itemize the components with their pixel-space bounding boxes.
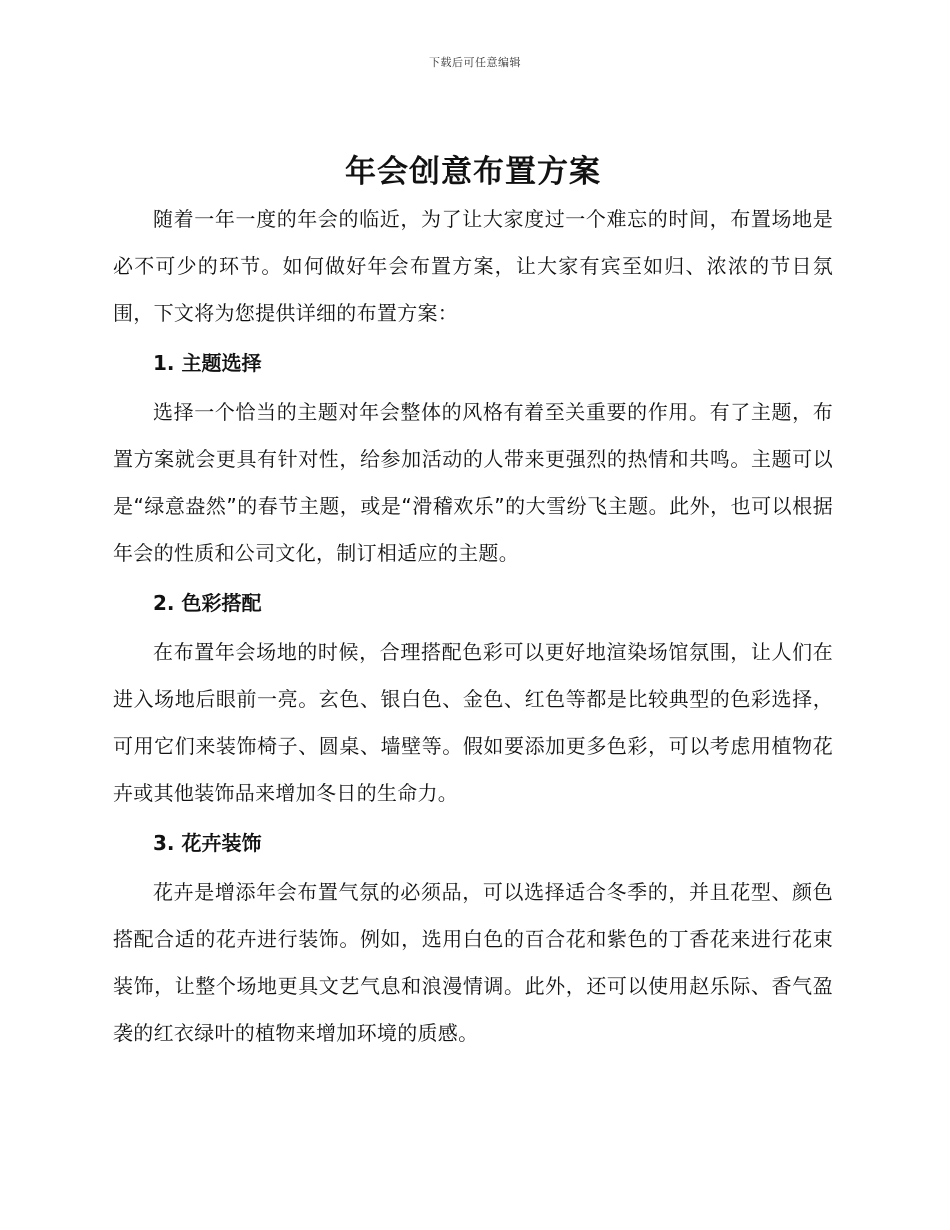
intro-paragraph: 随着一年一度的年会的临近，为了让大家度过一个难忘的时间，布置场地是必不可少的环节。如何做好年会布置方案，让大家有宾至如归、浓浓的节日氛围，下文将为您提供详细的布置方案： — [113, 207, 833, 325]
section-color — [113, 577, 833, 817]
section-paragraph: 在布置年会场地的时候，合理搭配色彩可以更好地渲染场馆氛围，让人们在进入场地后眼前一亮。玄色、银白色、金色、红色等都是比较典型的色彩选择，可用它们来装饰椅子、圆桌、墙壁等。假如要添加更多色彩，可以考虑用植物花卉或其他装饰品来增加冬日的生命力。 — [113, 640, 833, 805]
header-note: 下载后可任意编辑 — [429, 56, 521, 69]
section-paragraph: 花卉是增添年会布置气氛的必须品，可以选择适合冬季的，并且花型、颜色搭配合适的花卉进行装饰。例如，选用白色的百合花和紫色的丁香花来进行花束装饰，让整个场地更具文艺气息和浪漫情调。此外，还可以使用赵乐际、香气盈袭的红衣绿叶的植物来增加环境的质感。 — [113, 880, 833, 1045]
section-flowers — [113, 817, 833, 1057]
section-heading: 1. 主题选择 — [153, 351, 262, 375]
section-theme — [113, 337, 833, 577]
document-title: 年会创意布置方案 — [345, 154, 601, 190]
section-heading: 3. 花卉装饰 — [153, 831, 262, 855]
section-paragraph: 选择一个恰当的主题对年会整体的风格有着至关重要的作用。有了主题，布置方案就会更具有针对性，给参加活动的人带来更强烈的热情和共鸣。主题可以是“绿意盎然”的春节主题，或是“滑稽欢乐”的大雪纷飞主题。此外，也可以根据年会的性质和公司文化，制订相适应的主题。 — [113, 400, 833, 565]
document-body — [113, 148, 833, 1057]
section-heading: 2. 色彩搭配 — [153, 591, 262, 615]
